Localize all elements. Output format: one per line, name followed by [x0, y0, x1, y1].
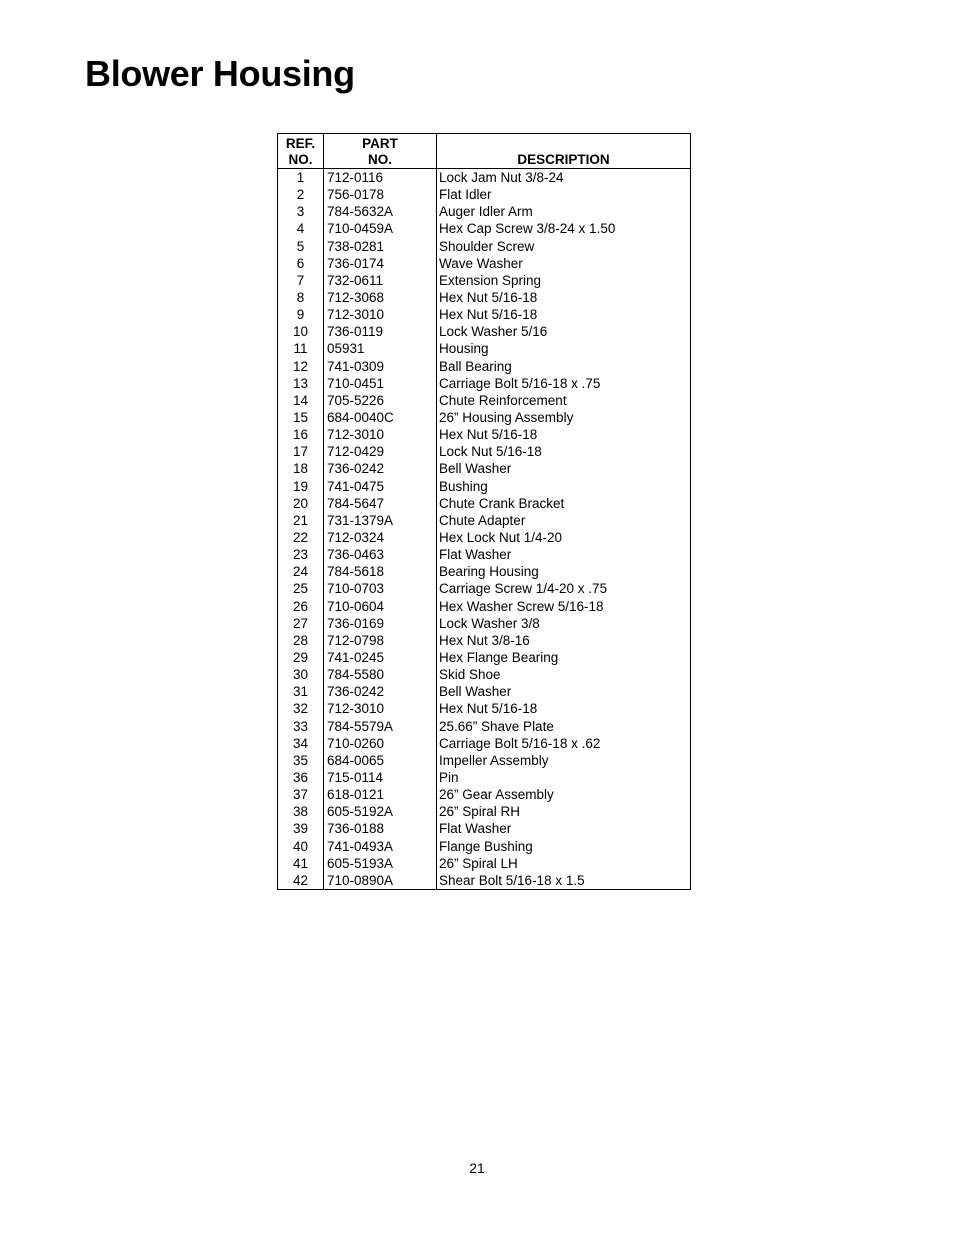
ref-no-cell: 28 — [292, 632, 309, 648]
description-cell: Hex Flange Bearing — [437, 649, 691, 666]
table-row — [278, 495, 691, 512]
table-row — [278, 358, 691, 375]
description-cell: Hex Nut 3/8-16 — [437, 632, 691, 649]
ref-no-cell: 18 — [292, 461, 309, 477]
part-no-cell: 710-0604 — [324, 598, 437, 615]
ref-no-cell: 29 — [292, 650, 309, 665]
description-cell: Hex Nut 5/16-18 — [437, 289, 691, 306]
ref-no-cell: 26 — [292, 598, 309, 614]
description-cell: Flat Idler — [437, 186, 691, 203]
part-no-cell: 705-5226 — [324, 392, 437, 409]
table-row — [278, 426, 691, 443]
part-no-cell: 710-0459A — [324, 220, 437, 237]
part-no-cell: 712-3010 — [324, 700, 437, 717]
table-row — [278, 683, 691, 700]
table-row — [278, 220, 691, 237]
ref-no-cell: 31 — [292, 684, 309, 700]
table-row — [278, 443, 691, 460]
description-cell: 26” Gear Assembly — [437, 786, 691, 803]
part-no-cell: 684-0065 — [324, 752, 437, 769]
parts-list-table — [277, 133, 691, 890]
part-no-cell: 712-0429 — [324, 443, 437, 460]
part-no-cell: 712-3068 — [324, 289, 437, 306]
description-cell: Lock Washer 5/16 — [437, 323, 691, 340]
description-cell: Carriage Bolt 5/16-18 x .62 — [437, 735, 691, 752]
description-cell: Ball Bearing — [437, 358, 691, 375]
table-row — [278, 289, 691, 306]
ref-no-cell: 37 — [292, 787, 309, 803]
ref-no-cell: 13 — [292, 375, 309, 391]
ref-no-cell: 6 — [296, 255, 305, 271]
table-row — [278, 186, 691, 203]
ref-no-cell: 11 — [293, 341, 308, 357]
ref-no-cell: 21 — [292, 512, 309, 528]
part-no-cell: 736-0174 — [324, 255, 437, 272]
description-cell: Lock Jam Nut 3/8-24 — [437, 169, 691, 187]
ref-no-cell: 14 — [292, 392, 309, 408]
table-row — [278, 478, 691, 495]
description-cell: Hex Washer Screw 5/16-18 — [437, 598, 691, 615]
part-no-cell: 605-5193A — [324, 855, 437, 872]
description-cell: Hex Cap Screw 3/8-24 x 1.50 — [437, 220, 691, 237]
table-row — [278, 855, 691, 872]
table-row — [278, 786, 691, 803]
table-row — [278, 872, 691, 890]
ref-no-cell: 41 — [292, 855, 309, 871]
ref-no-cell: 4 — [296, 221, 305, 237]
part-no-cell: 710-0260 — [324, 735, 437, 752]
table-header-row — [278, 134, 691, 169]
description-cell: Lock Nut 5/16-18 — [437, 443, 691, 460]
part-no-cell: 618-0121 — [324, 786, 437, 803]
ref-no-cell: 19 — [292, 478, 309, 494]
part-no-cell: 784-5618 — [324, 563, 437, 580]
description-header: DESCRIPTION — [437, 134, 691, 169]
table-row — [278, 529, 691, 546]
part-header-line1: PART — [362, 136, 398, 151]
table-body — [278, 169, 691, 890]
part-no-cell: 736-0188 — [324, 820, 437, 837]
table-row — [278, 306, 691, 323]
description-cell: Impeller Assembly — [437, 752, 691, 769]
table-row — [278, 769, 691, 786]
table-row — [278, 580, 691, 597]
description-cell: Chute Crank Bracket — [437, 495, 691, 512]
table-row — [278, 718, 691, 735]
description-cell: Pin — [437, 769, 691, 786]
description-cell: Flange Bushing — [437, 837, 691, 854]
part-no-cell: 784-5647 — [324, 495, 437, 512]
description-cell: Hex Nut 5/16-18 — [437, 426, 691, 443]
part-no-cell: 712-0798 — [324, 632, 437, 649]
table-row — [278, 563, 691, 580]
part-no-cell: 715-0114 — [324, 769, 437, 786]
description-cell: Bushing — [437, 478, 691, 495]
table-row — [278, 546, 691, 563]
ref-no-cell: 32 — [292, 701, 309, 717]
table-row — [278, 803, 691, 820]
part-no-cell: 712-3010 — [324, 306, 437, 323]
page-number: 21 — [469, 1160, 485, 1176]
ref-no-cell: 34 — [292, 735, 309, 751]
table-row — [278, 649, 691, 666]
ref-no-cell: 2 — [296, 187, 305, 203]
description-cell: Hex Nut 5/16-18 — [437, 700, 691, 717]
ref-no-cell: 1 — [296, 170, 305, 186]
part-no-cell: 741-0245 — [324, 649, 437, 666]
description-cell: Housing — [437, 340, 691, 357]
description-cell: Carriage Screw 1/4-20 x .75 — [437, 580, 691, 597]
table-row — [278, 632, 691, 649]
ref-no-cell: 39 — [292, 821, 309, 837]
part-no-cell: 684-0040C — [324, 409, 437, 426]
part-no-cell: 712-0116 — [324, 169, 437, 187]
table-row — [278, 735, 691, 752]
table-row — [278, 512, 691, 529]
table-row — [278, 375, 691, 392]
description-cell: Lock Washer 3/8 — [437, 615, 691, 632]
table-row — [278, 820, 691, 837]
part-no-cell: 736-0169 — [324, 615, 437, 632]
part-no-cell: 736-0242 — [324, 683, 437, 700]
table-row — [278, 460, 691, 477]
part-no-cell: 710-0890A — [324, 872, 437, 890]
part-no-cell: 05931 — [324, 340, 437, 357]
part-no-cell: 784-5579A — [324, 718, 437, 735]
part-no-cell: 605-5192A — [324, 803, 437, 820]
part-no-cell: 736-0242 — [324, 460, 437, 477]
ref-no-cell: 22 — [292, 530, 309, 546]
ref-no-cell: 38 — [292, 804, 309, 820]
ref-no-header — [278, 134, 324, 169]
description-cell: Bell Washer — [437, 683, 691, 700]
table-row — [278, 700, 691, 717]
ref-header-line1: REF. — [285, 136, 316, 151]
table-row — [278, 392, 691, 409]
part-no-cell: 741-0493A — [324, 837, 437, 854]
part-no-cell: 738-0281 — [324, 238, 437, 255]
table-row — [278, 169, 691, 187]
description-cell: Hex Lock Nut 1/4-20 — [437, 529, 691, 546]
part-no-cell: 712-0324 — [324, 529, 437, 546]
ref-no-cell: 12 — [292, 358, 309, 374]
table-row — [278, 666, 691, 683]
ref-no-cell: 16 — [292, 427, 309, 443]
description-cell: Bearing Housing — [437, 563, 691, 580]
description-cell: Shear Bolt 5/16-18 x 1.5 — [437, 872, 691, 890]
part-no-cell: 756-0178 — [324, 186, 437, 203]
ref-no-cell: 3 — [296, 204, 305, 220]
part-no-cell: 784-5580 — [324, 666, 437, 683]
ref-no-cell: 7 — [296, 272, 305, 288]
table-row — [278, 238, 691, 255]
ref-no-cell: 35 — [292, 752, 309, 768]
description-cell: Hex Nut 5/16-18 — [437, 306, 691, 323]
ref-no-cell: 33 — [292, 718, 309, 734]
ref-no-cell: 15 — [292, 410, 309, 426]
ref-no-cell: 30 — [292, 667, 309, 683]
ref-no-cell: 36 — [292, 769, 309, 785]
part-no-cell: 710-0451 — [324, 375, 437, 392]
description-cell: Shoulder Screw — [437, 238, 691, 255]
part-no-cell: 712-3010 — [324, 426, 437, 443]
table-row — [278, 340, 691, 357]
description-cell: 26” Spiral LH — [437, 855, 691, 872]
table-row — [278, 615, 691, 632]
description-cell: Flat Washer — [437, 546, 691, 563]
part-no-cell: 784-5632A — [324, 203, 437, 220]
ref-no-cell: 10 — [292, 324, 309, 340]
ref-no-cell: 8 — [296, 290, 305, 306]
description-cell: Flat Washer — [437, 820, 691, 837]
ref-no-cell: 42 — [292, 872, 309, 888]
part-no-cell: 732-0611 — [324, 272, 437, 289]
table-row — [278, 255, 691, 272]
page-title: Blower Housing — [85, 53, 355, 94]
ref-no-cell: 5 — [296, 238, 305, 254]
description-cell: Wave Washer — [437, 255, 691, 272]
description-cell: Extension Spring — [437, 272, 691, 289]
ref-no-cell: 17 — [292, 444, 309, 460]
description-cell: Skid Shoe — [437, 666, 691, 683]
table-row — [278, 323, 691, 340]
part-no-cell: 741-0475 — [324, 478, 437, 495]
ref-header-line2: NO. — [288, 152, 313, 167]
description-cell: Chute Reinforcement — [437, 392, 691, 409]
ref-no-cell: 27 — [292, 615, 309, 631]
description-cell: Bell Washer — [437, 460, 691, 477]
part-no-cell: 741-0309 — [324, 358, 437, 375]
table-row — [278, 752, 691, 769]
ref-no-cell: 20 — [292, 495, 309, 511]
part-header-line2: NO. — [367, 152, 392, 167]
description-cell: Auger Idler Arm — [437, 203, 691, 220]
table-row — [278, 837, 691, 854]
ref-no-cell: 40 — [292, 838, 309, 854]
part-no-cell: 736-0119 — [324, 323, 437, 340]
description-cell: 26” Spiral RH — [437, 803, 691, 820]
description-cell: Carriage Bolt 5/16-18 x .75 — [437, 375, 691, 392]
table-row — [278, 409, 691, 426]
table-row — [278, 203, 691, 220]
description-cell: Chute Adapter — [437, 512, 691, 529]
ref-no-cell: 9 — [296, 307, 305, 323]
ref-no-cell: 23 — [292, 547, 309, 563]
ref-no-cell: 24 — [292, 564, 309, 580]
table-row — [278, 272, 691, 289]
part-no-cell: 731-1379A — [324, 512, 437, 529]
table-row — [278, 598, 691, 615]
description-cell: 26” Housing Assembly — [437, 409, 691, 426]
description-cell: 25.66” Shave Plate — [437, 718, 691, 735]
part-no-cell: 736-0463 — [324, 546, 437, 563]
table-header — [278, 134, 691, 169]
ref-no-cell: 25 — [292, 581, 309, 597]
part-no-header — [324, 134, 437, 169]
part-no-cell: 710-0703 — [324, 580, 437, 597]
